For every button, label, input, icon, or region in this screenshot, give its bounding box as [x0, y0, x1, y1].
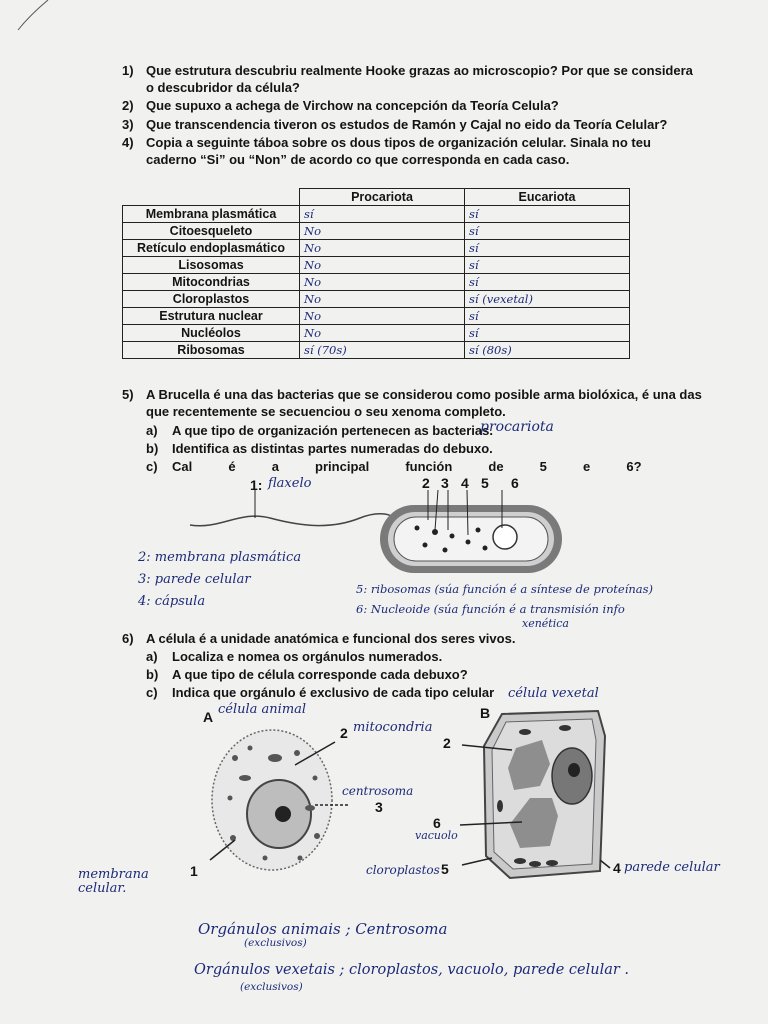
- table-row: [123, 325, 630, 342]
- animal-label-3: 3: [375, 799, 383, 815]
- sub-number: a): [146, 649, 158, 664]
- eucariota-answer: sí: [465, 257, 630, 274]
- question-text: Copia a seguinte táboa sobre os dous tipos de organización celular. Sinala no teu: [146, 135, 651, 150]
- sub-number: b): [146, 441, 159, 456]
- question-text: Que estrutura descubriu realmente Hooke grazas ao microscopio? Por que se considera: [146, 63, 693, 78]
- bacteria-label-6: 6: [511, 475, 519, 491]
- question-2: [122, 97, 559, 114]
- row-label: Estrutura nuclear: [123, 308, 300, 325]
- animal-label-2: 2: [340, 725, 348, 741]
- row-label: Cloroplastos: [123, 291, 300, 308]
- question-number: 1): [122, 63, 134, 78]
- question-text: A célula é a unidade anatómica e funcional dos seres vivos.: [146, 631, 516, 646]
- row-label: Retículo endoplasmático: [123, 240, 300, 257]
- eucariota-answer: sí: [465, 308, 630, 325]
- table-row: [123, 342, 630, 359]
- question-text: Que supuxo a achega de Virchow na concepción da Teoría Celula?: [146, 98, 559, 113]
- plant-label-2: 2: [443, 735, 451, 751]
- table-row: [123, 206, 630, 223]
- label-cloroplastos: cloroplastos: [366, 863, 440, 877]
- table-header-row: [123, 189, 630, 206]
- plant-label-5: 5: [441, 861, 449, 877]
- sub-text: A que tipo de célula corresponde cada debuxo?: [172, 667, 468, 682]
- label-celula-animal: célula animal: [218, 702, 307, 717]
- label-vacuolo: vacuolo: [415, 829, 458, 842]
- answer-procariota: procariota: [480, 419, 554, 435]
- bacteria-label-1: 1:: [250, 477, 263, 493]
- procariota-answer: sí: [300, 206, 465, 223]
- row-label: Lisosomas: [123, 257, 300, 274]
- label-centrosoma: centrosoma: [342, 784, 414, 798]
- question-text: o descubridor da célula?: [146, 80, 300, 95]
- label-parede-celular: parede celular: [624, 860, 720, 875]
- question-text: caderno “Si” ou “Non” de acordo co que corresponda en cada caso.: [146, 152, 570, 167]
- label-mitocondria: mitocondria: [353, 720, 433, 735]
- answer-2: 2: membrana plasmática: [138, 550, 302, 565]
- procariota-answer: No: [300, 274, 465, 291]
- eucariota-answer: sí (80s): [465, 342, 630, 359]
- plant-label-6: 6: [433, 815, 441, 831]
- question-6a: [146, 648, 442, 665]
- eucariota-answer: sí (vexetal): [465, 291, 630, 308]
- procariota-answer: No: [300, 308, 465, 325]
- label-b: B: [480, 705, 491, 721]
- procariota-answer: No: [300, 325, 465, 342]
- animal-label-1: 1: [190, 863, 198, 879]
- bacteria-label-4: 4: [461, 475, 469, 491]
- sub-text: Localiza e nomea os orgánulos numerados.: [172, 649, 443, 664]
- sub-number: b): [146, 667, 159, 682]
- eucariota-answer: sí: [465, 240, 630, 257]
- eucariota-answer: sí: [465, 274, 630, 291]
- answer-animal-exclusive: (exclusivos): [244, 937, 307, 949]
- table-row: [123, 257, 630, 274]
- procariota-answer: No: [300, 257, 465, 274]
- question-number: 6): [122, 631, 134, 646]
- question-6: [122, 630, 515, 647]
- bacteria-label-2: 2: [422, 475, 430, 491]
- corner-pen-mark: [0, 0, 60, 40]
- table-row: [123, 308, 630, 325]
- sub-number: c): [146, 459, 158, 474]
- sub-text: Identifica as distintas partes numeradas do debuxo.: [172, 441, 493, 456]
- answer-5: 5: ribosomas (súa función é a síntese de proteínas): [356, 582, 654, 596]
- question-number: 5): [122, 387, 134, 402]
- eucariota-answer: sí: [465, 223, 630, 240]
- question-6b: [146, 666, 468, 683]
- organization-table: [122, 188, 630, 359]
- label-membrana-celular: membrana celular.: [78, 867, 149, 896]
- plant-label-4: 4: [613, 860, 621, 876]
- question-5c: [146, 458, 642, 475]
- row-label: Membrana plasmática: [123, 206, 300, 223]
- header-procariota: Procariota: [300, 189, 465, 206]
- sub-number: c): [146, 685, 158, 700]
- row-label: Ribosomas: [123, 342, 300, 359]
- label-a: A: [203, 709, 214, 725]
- label-flaxelo: flaxelo: [268, 476, 312, 491]
- question-number: 3): [122, 117, 134, 132]
- answer-plant-exclusive: (exclusivos): [240, 981, 303, 993]
- question-4: [122, 134, 651, 168]
- bacteria-label-5: 5: [481, 475, 489, 491]
- row-label: Mitocondrias: [123, 274, 300, 291]
- header-eucariota: Eucariota: [465, 189, 630, 206]
- question-number: 4): [122, 135, 134, 150]
- procariota-answer: No: [300, 223, 465, 240]
- plant-cell-leaders: [450, 710, 620, 880]
- question-5: [122, 386, 702, 420]
- procariota-answer: sí (70s): [300, 342, 465, 359]
- table-row: [123, 223, 630, 240]
- question-number: 2): [122, 98, 134, 113]
- answer-6: 6: Nucleoide (súa función é a transmisión info: [356, 602, 625, 616]
- eucariota-answer: sí: [465, 325, 630, 342]
- eucariota-answer: sí: [465, 206, 630, 223]
- row-label: Nucléolos: [123, 325, 300, 342]
- sub-text: Indica que orgánulo é exclusivo de cada tipo celular: [172, 685, 495, 700]
- animal-cell-leaders: [200, 720, 370, 880]
- question-1: [122, 62, 693, 96]
- question-5b: [146, 440, 493, 457]
- sub-text: Cal é a principal función de 5 e 6?: [172, 459, 642, 474]
- question-text: A Brucella é una das bacterias que se considerou como posible arma biolóxica, é una das: [146, 387, 702, 402]
- table-row: [123, 274, 630, 291]
- question-text: Que transcendencia tiveron os estudos de Ramón y Cajal no eido da Teoría Celular?: [146, 117, 668, 132]
- procariota-answer: No: [300, 240, 465, 257]
- answer-4: 4: cápsula: [138, 594, 206, 609]
- question-5a: [146, 422, 493, 439]
- question-3: [122, 116, 667, 133]
- row-label: Citoesqueleto: [123, 223, 300, 240]
- question-6c: [146, 684, 494, 701]
- label-celula-vexetal: célula vexetal: [508, 686, 599, 701]
- answer-plant-organelles: Orgánulos vexetais ; cloroplastos, vacuolo, parede celular .: [194, 962, 630, 978]
- table-row: [123, 291, 630, 308]
- sub-text: A que tipo de organización pertenecen as bacterias.: [172, 423, 493, 438]
- bacteria-label-3: 3: [441, 475, 449, 491]
- sub-number: a): [146, 423, 158, 438]
- procariota-answer: No: [300, 291, 465, 308]
- table-row: [123, 240, 630, 257]
- answer-animal-organelles: Orgánulos animais ; Centrosoma: [198, 920, 448, 938]
- answer-6-continued: xenética: [522, 617, 569, 630]
- bacteria-diagram: [180, 490, 580, 580]
- question-text: que recentemente se secuenciou o seu xenoma completo.: [146, 404, 506, 419]
- answer-3: 3: parede celular: [138, 572, 251, 587]
